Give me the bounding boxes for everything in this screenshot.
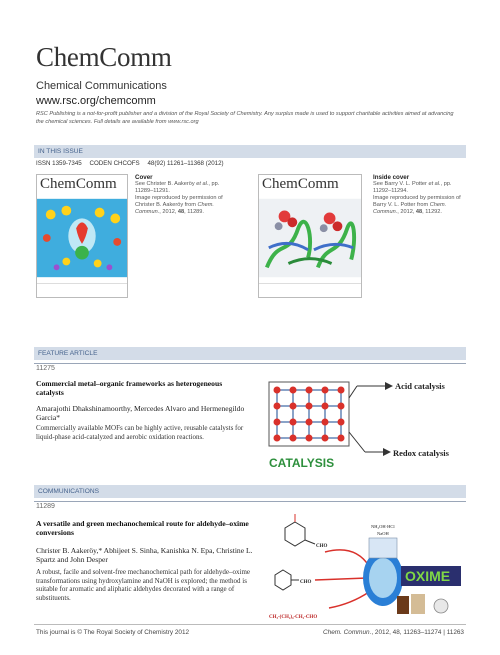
issn: ISSN 1359-7345: [36, 160, 82, 167]
feature-title[interactable]: Commercial metal–organic frameworks as heterogeneous catalysts: [36, 379, 223, 397]
footer-journal: Chem. Commun.: [323, 629, 372, 636]
inside-cover-caption: [373, 174, 468, 216]
footer-citation: [323, 629, 464, 636]
inside-cover-artwork: [259, 198, 361, 278]
feature-divider: [34, 363, 466, 364]
in-this-issue-header: IN THIS ISSUE: [34, 145, 466, 158]
feature-page-number[interactable]: 11275: [36, 365, 55, 372]
footer-copyright: This journal is © The Royal Society of Chemistry 2012: [36, 629, 190, 636]
cover-image[interactable]: [36, 174, 128, 298]
feature-article-header: FEATURE ARTICLE: [34, 347, 466, 360]
inside-cover-footer: [259, 283, 361, 297]
inside-cover-masthead: ChemComm: [262, 176, 339, 192]
cover-heading: Cover: [135, 174, 153, 181]
oxime-label: OXIME: [405, 568, 451, 584]
naoh-label: NaOH: [377, 531, 389, 536]
catalysis-label: CATALYSIS: [269, 456, 335, 470]
journal-url[interactable]: www.rsc.org/chemcomm: [36, 95, 156, 107]
communications-divider: [34, 501, 466, 502]
footer-citation-rest: , 2012, 48, 11263–11274 | 11263: [371, 629, 464, 636]
coden: CODEN CHCOFS: [89, 160, 140, 167]
communication-abstract: A robust, facile and solvent-free mechanochemical path for aldehyde–oxime transformations using hydroxylamine and NaOH is explored; the method is suitable for aromatic and aliphatic aldehydes decorated with a range of substituents.: [36, 568, 250, 602]
cover-masthead: ChemComm: [40, 176, 117, 192]
cover-caption: [135, 174, 235, 216]
communication-authors: Christer B. Aakeröy,* Abhijeet S. Sinha, Kanishka N. Epa, Christine L. Spartz and John Desper: [36, 546, 253, 564]
issue-info: [36, 160, 230, 167]
journal-title: ChemComm: [36, 42, 172, 72]
communication-page-number[interactable]: 11289: [36, 503, 55, 510]
aliphatic-aldehyde-label: CH₃-(CH₂)₄-CH₂-CHO: [269, 615, 318, 620]
inside-cover-image[interactable]: [258, 174, 362, 298]
acid-catalysis-label: Acid catalysis: [395, 381, 445, 391]
communication-title[interactable]: A versatile and green mechanochemical route for aldehyde–oxime conversions: [36, 519, 249, 537]
feature-abstract: Commercially available MOFs can be highly active, reusable catalysts for liquid-phase acid-catalyzed and aerobic oxidation reactions.: [36, 424, 244, 441]
aldehyde-label-1: CHO: [316, 544, 328, 549]
inside-cover-description: See Barry V. L. Potter et al., pp. 11292–11294. Image reproduced by permission of Barry V. L. Potter from Chem. Commun., 2012, 48, 11292.: [373, 181, 461, 215]
footer-divider: [34, 624, 466, 625]
cover-footer: [37, 283, 127, 297]
volume-pages: 48(92) 11261–11368 (2012): [147, 160, 224, 167]
reagent-label: NH₂OH·HCl: [371, 524, 395, 529]
feature-graphic: [265, 376, 465, 472]
cover-artwork: [37, 198, 127, 278]
redox-catalysis-label: Redox catalysis: [393, 448, 449, 458]
aldehyde-label-2: CHO: [300, 580, 312, 585]
feature-authors: Amarajothi Dhakshinamoorthy, Mercedes Alvaro and Hermenegildo Garcia*: [36, 404, 245, 422]
communication-graphic: [265, 508, 465, 622]
journal-subtitle: Chemical Communications: [36, 80, 167, 92]
inside-cover-heading: Inside cover: [373, 174, 410, 181]
publisher-note: RSC Publishing is a not-for-profit publisher and a division of the Royal Society of Chemistry. Any surplus made is used to support charitable activities aimed at advancing the chemical sciences. Full details are available from www.rsc.org: [36, 111, 454, 125]
communications-header: COMMUNICATIONS: [34, 485, 466, 498]
cover-description: See Christer B. Aakeröy et al., pp. 11289–11291. Image reproduced by permission of Christer B. Aakeröy from Chem. Commun., 2012, 48, 11289.: [135, 181, 223, 215]
